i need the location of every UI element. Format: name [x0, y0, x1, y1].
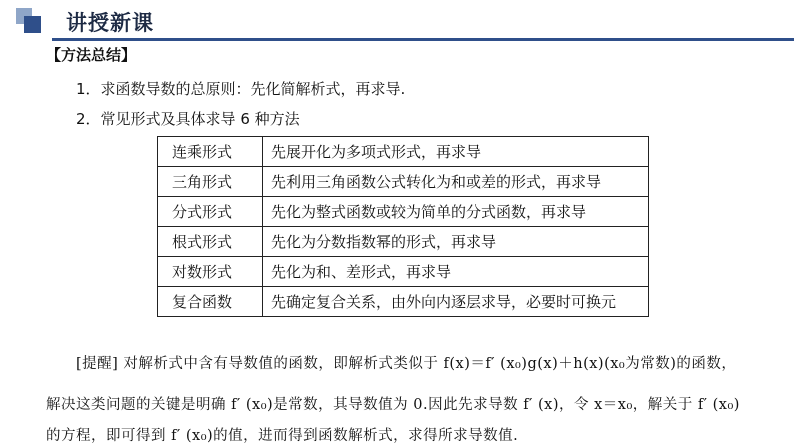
table-row — [158, 257, 649, 287]
section-title: 【方法总结】 — [46, 46, 137, 64]
form-cell: 复合函数 — [158, 287, 263, 317]
method-cell: 先利用三角函数公式转化为和或差的形式，再求导 — [263, 167, 649, 197]
method-cell: 先化为分数指数幂的形式，再求导 — [263, 227, 649, 257]
method-cell: 先确定复合关系，由外向内逐层求导，必要时可换元 — [263, 287, 649, 317]
methods-table — [157, 136, 649, 317]
form-cell: 对数形式 — [158, 257, 263, 287]
methods-item: 2．常见形式及具体求导 6 种方法 — [76, 110, 300, 128]
table-row — [158, 137, 649, 167]
table-row — [158, 167, 649, 197]
table-row — [158, 227, 649, 257]
page-title: 讲授新课 — [66, 11, 154, 35]
reminder-line-1: [提醒] 对解析式中含有导数值的函数，即解析式类似于 f(x)＝f′ (x₀)g(x)＋h(x)(x₀为常数)的函数， — [76, 356, 737, 372]
table-row — [158, 197, 649, 227]
reminder-line-3: 的方程，即可得到 f′ (x₀)的值，进而得到函数解析式，求得所求导数值. — [46, 428, 519, 444]
reminder-line-2: 解决这类问题的关键是明确 f′ (x₀)是常数，其导数值为 0.因此先求导数 f′ (x)，令 x＝x₀，解关于 f′ (x₀) — [46, 397, 740, 413]
table-row — [158, 287, 649, 317]
form-cell: 连乘形式 — [158, 137, 263, 167]
method-cell: 先化为和、差形式，再求导 — [263, 257, 649, 287]
logo-square-dark — [24, 16, 41, 33]
logo-squares-icon — [16, 8, 42, 34]
form-cell: 根式形式 — [158, 227, 263, 257]
form-cell: 分式形式 — [158, 197, 263, 227]
header-divider — [52, 38, 794, 41]
form-cell: 三角形式 — [158, 167, 263, 197]
header-bar — [0, 0, 794, 40]
method-cell: 先展开化为多项式形式，再求导 — [263, 137, 649, 167]
principle-item: 1．求函数导数的总原则：先化简解析式，再求导. — [76, 80, 406, 98]
method-cell: 先化为整式函数或较为简单的分式函数，再求导 — [263, 197, 649, 227]
